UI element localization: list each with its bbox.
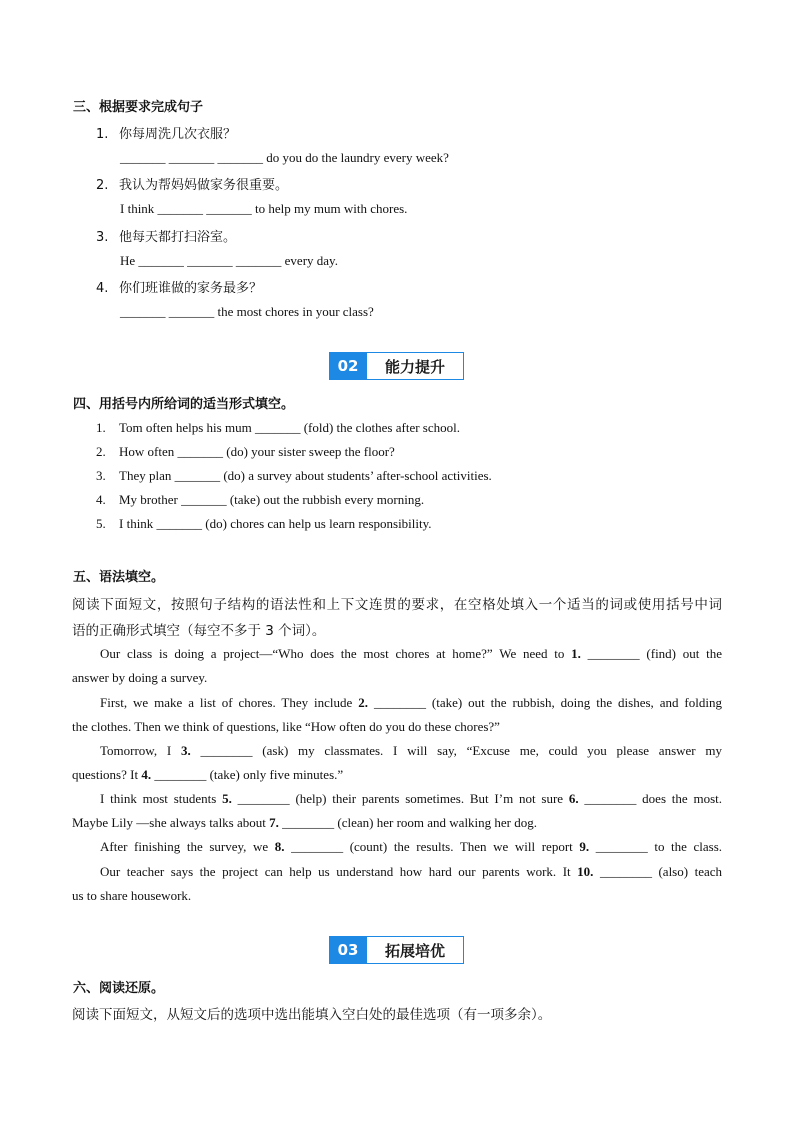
s4-item-2 bbox=[96, 444, 395, 460]
s3-item-1 bbox=[96, 123, 236, 142]
badge-title: 能力提升 bbox=[367, 352, 464, 380]
s3-item-2 bbox=[96, 174, 288, 193]
item-number: 4. bbox=[96, 492, 106, 507]
section4-heading: 四、用括号内所给词的适当形式填空。 bbox=[73, 397, 295, 412]
blank-number: 6. bbox=[568, 791, 585, 806]
s6-instruction: 阅读下面短文，从短文后的选项中选出能填入空白处的最佳选项（有一项多余）。 bbox=[72, 1007, 552, 1023]
section5-heading: 五、语法填空。 bbox=[73, 570, 165, 585]
item-number: 4. bbox=[96, 281, 109, 296]
blank-number: 1. bbox=[571, 646, 588, 661]
s4-item-5 bbox=[96, 516, 432, 532]
s3-answer-2: I think _______ _______ to help my mum with chores. bbox=[120, 201, 408, 216]
item-text: They plan _______ (do) a survey about students’ after-school activities. bbox=[119, 468, 492, 483]
s5-instruction-line1: 阅读下面短文，按照句子结构的语法性和上下文连贯的要求，在空格处填入一个适当的词或使用括号中词 bbox=[72, 597, 722, 613]
passage-line: Tomorrow, I 3. ________ (ask) my classmates. I will say, “Excuse me, could you please answer my bbox=[100, 743, 723, 758]
item-number: 5. bbox=[96, 516, 106, 531]
item-prompt: 我认为帮妈妈做家务很重要。 bbox=[119, 178, 289, 193]
item-number: 2. bbox=[96, 178, 109, 193]
blank-number: 10. bbox=[577, 864, 600, 879]
passage-line: Our class is doing a project—“Who does the most chores at home?” We need to 1. ________ (find) out the bbox=[100, 646, 723, 661]
item-number: 2. bbox=[96, 444, 106, 459]
s3-item-3 bbox=[96, 226, 236, 245]
item-number: 1. bbox=[96, 420, 106, 435]
item-text: Tom often helps his mum _______ (fold) the clothes after school. bbox=[119, 420, 460, 435]
passage-line: After finishing the survey, we 8. ________ (count) the results. Then we will report 9. ________ to the class. bbox=[100, 839, 723, 854]
item-prompt: 你们班谁做的家务最多？ bbox=[119, 281, 263, 296]
s4-item-1 bbox=[96, 420, 460, 436]
passage-line: Maybe Lily —she always talks about 7. ________ (clean) her room and walking her dog. bbox=[72, 815, 538, 830]
s4-item-3 bbox=[96, 468, 492, 484]
item-text: How often _______ (do) your sister sweep the floor? bbox=[119, 444, 395, 459]
section3-heading: 三、根据要求完成句子 bbox=[73, 100, 204, 115]
item-text: I think _______ (do) chores can help us learn responsibility. bbox=[119, 516, 432, 531]
item-prompt: 你每周洗几次衣服？ bbox=[119, 127, 237, 142]
passage-line: First, we make a list of chores. They include 2. ________ (take) out the rubbish, doing the dishes, and folding bbox=[100, 695, 722, 710]
s3-answer-4: _______ _______ the most chores in your class? bbox=[120, 304, 374, 319]
item-text: My brother _______ (take) out the rubbish every morning. bbox=[119, 492, 425, 507]
section-badge-03 bbox=[329, 936, 464, 964]
s3-answer-1: _______ _______ _______ do you do the laundry every week? bbox=[120, 150, 449, 165]
s5-instruction-line2: 语的正确形式填空（每空不多于 3 个词）。 bbox=[72, 623, 326, 639]
blank-number: 3. bbox=[180, 743, 201, 758]
passage-line: questions? It 4. ________ (take) only five minutes.” bbox=[72, 767, 344, 782]
passage-line: us to share housework. bbox=[72, 888, 192, 903]
passage-line: answer by doing a survey. bbox=[72, 670, 208, 685]
item-prompt: 他每天都打扫浴室。 bbox=[119, 230, 237, 245]
blank-number: 4. bbox=[141, 767, 155, 782]
badge-number: 03 bbox=[329, 936, 367, 964]
item-number: 3. bbox=[96, 230, 109, 245]
blank-number: 8. bbox=[274, 839, 292, 854]
section-badge-02 bbox=[329, 352, 464, 380]
s3-answer-3: He _______ _______ _______ every day. bbox=[120, 253, 338, 268]
s4-item-4 bbox=[96, 492, 424, 508]
passage-line: I think most students 5. ________ (help) their parents sometimes. But I’m not sure 6. ________ does the most. bbox=[100, 791, 723, 806]
badge-title: 拓展培优 bbox=[367, 936, 464, 964]
passage-line: Our teacher says the project can help us understand how hard our parents work. It 10. ________ (also) teach bbox=[100, 864, 723, 879]
passage-line: the clothes. Then we think of questions, like “How often do you do these chores?” bbox=[72, 719, 500, 734]
item-number: 1. bbox=[96, 127, 109, 142]
blank-number: 2. bbox=[358, 695, 374, 710]
blank-number: 5. bbox=[222, 791, 238, 806]
item-number: 3. bbox=[96, 468, 106, 483]
blank-number: 9. bbox=[579, 839, 596, 854]
blank-number: 7. bbox=[269, 815, 283, 830]
badge-number: 02 bbox=[329, 352, 367, 380]
s3-item-4 bbox=[96, 277, 262, 296]
section6-heading: 六、阅读还原。 bbox=[73, 981, 165, 996]
